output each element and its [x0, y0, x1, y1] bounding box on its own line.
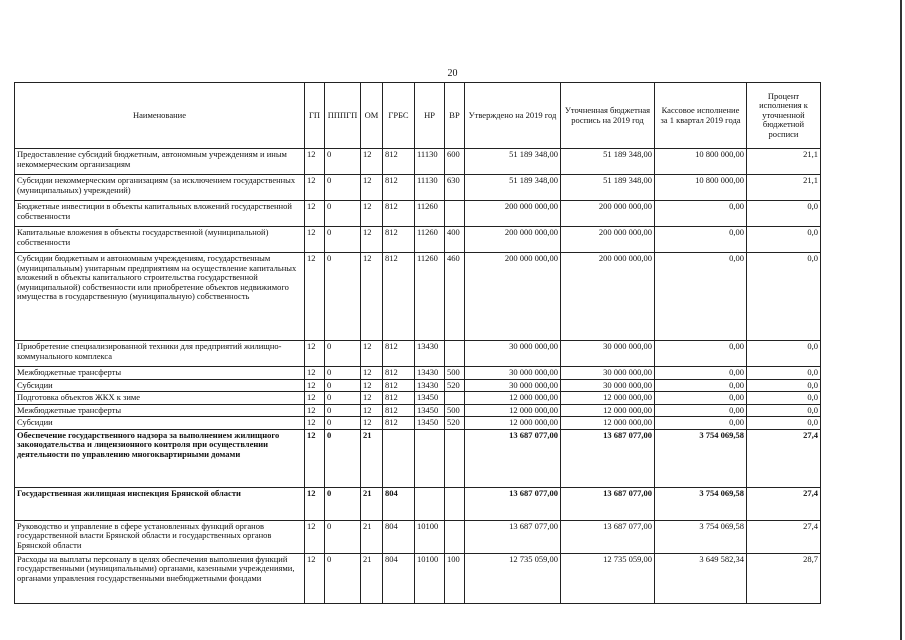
cell-nr: 10100: [415, 520, 445, 553]
cell-cash: 0,00: [655, 392, 747, 405]
cell-ppgp: 0: [325, 553, 361, 603]
cell-om: 12: [361, 367, 383, 380]
cell-cash: 0,00: [655, 227, 747, 253]
cell-name: Субсидии: [15, 417, 305, 430]
header-approved: Утверждено на 2019 год: [465, 83, 561, 149]
cell-ppgp: 0: [325, 520, 361, 553]
table-row: [15, 253, 821, 341]
cell-cash: 0,00: [655, 379, 747, 392]
cell-nr: 11130: [415, 149, 445, 175]
cell-om: 21: [361, 553, 383, 603]
cell-vr: 500: [445, 367, 465, 380]
cell-refined: 13 687 077,00: [561, 487, 655, 520]
cell-gp: 12: [305, 341, 325, 367]
cell-refined: 200 000 000,00: [561, 227, 655, 253]
cell-grbs: 812: [383, 149, 415, 175]
cell-om: 12: [361, 201, 383, 227]
cell-nr: [415, 487, 445, 520]
cell-vr: [445, 341, 465, 367]
cell-grbs: 812: [383, 392, 415, 405]
cell-nr: 10100: [415, 553, 445, 603]
cell-name: Бюджетные инвестиции в объекты капитальных вложений государственной собственности: [15, 201, 305, 227]
cell-vr: [445, 392, 465, 405]
cell-refined: 12 735 059,00: [561, 553, 655, 603]
cell-approved: 200 000 000,00: [465, 227, 561, 253]
cell-cash: 0,00: [655, 341, 747, 367]
cell-approved: 12 735 059,00: [465, 553, 561, 603]
cell-percent: 27,4: [747, 429, 821, 487]
cell-refined: 13 687 077,00: [561, 520, 655, 553]
cell-percent: 0,0: [747, 253, 821, 341]
cell-ppgp: 0: [325, 487, 361, 520]
cell-gp: 12: [305, 367, 325, 380]
cell-cash: 0,00: [655, 253, 747, 341]
cell-gp: 12: [305, 201, 325, 227]
header-om: ОМ: [361, 83, 383, 149]
cell-cash: 0,00: [655, 367, 747, 380]
cell-om: 12: [361, 417, 383, 430]
cell-nr: 11260: [415, 201, 445, 227]
cell-ppgp: 0: [325, 253, 361, 341]
cell-om: 21: [361, 429, 383, 487]
cell-nr: 13450: [415, 404, 445, 417]
cell-name: Капитальные вложения в объекты государственной (муниципальной) собственности: [15, 227, 305, 253]
table-row: [15, 149, 821, 175]
header-percent: Процент исполнения к уточненной бюджетной росписи: [747, 83, 821, 149]
cell-name: Субсидии некоммерческим организациям (за исключением государственных (муниципальных) учреждений): [15, 175, 305, 201]
table-row: [15, 520, 821, 553]
cell-name: Субсидии бюджетным и автономным учреждениям, государственным (муниципальным) унитарным предприятиям на осуществление капитальных вложений в объекты капитального строительства государственной (муниципальной) собственности или приобретение объектов недвижимого имущества в государственную (муниципальную) собственность: [15, 253, 305, 341]
cell-ppgp: 0: [325, 175, 361, 201]
cell-gp: 12: [305, 404, 325, 417]
cell-ppgp: 0: [325, 201, 361, 227]
cell-percent: 0,0: [747, 201, 821, 227]
cell-om: 12: [361, 253, 383, 341]
cell-ppgp: 0: [325, 227, 361, 253]
cell-approved: 12 000 000,00: [465, 417, 561, 430]
cell-refined: 30 000 000,00: [561, 379, 655, 392]
cell-ppgp: 0: [325, 429, 361, 487]
cell-ppgp: 0: [325, 392, 361, 405]
table-row: [15, 201, 821, 227]
cell-gp: 12: [305, 520, 325, 553]
cell-gp: 12: [305, 487, 325, 520]
cell-cash: 3 754 069,58: [655, 487, 747, 520]
cell-grbs: 804: [383, 553, 415, 603]
cell-name: Подготовка объектов ЖКХ к зиме: [15, 392, 305, 405]
header-ppgp: ПППГП: [325, 83, 361, 149]
cell-nr: 13430: [415, 367, 445, 380]
table-row: [15, 175, 821, 201]
header-nr: НР: [415, 83, 445, 149]
cell-percent: 0,0: [747, 417, 821, 430]
cell-refined: 51 189 348,00: [561, 175, 655, 201]
cell-name: Обеспечение государственного надзора за выполнением жилищного законодательства и лицензионного контроля при осуществлении деятельности по управлению многоквартирными домами: [15, 429, 305, 487]
cell-vr: [445, 487, 465, 520]
cell-vr: 520: [445, 379, 465, 392]
cell-cash: 3 754 069,58: [655, 429, 747, 487]
cell-approved: 30 000 000,00: [465, 379, 561, 392]
cell-percent: 27,4: [747, 520, 821, 553]
cell-grbs: 804: [383, 520, 415, 553]
table-row: [15, 341, 821, 367]
cell-vr: 600: [445, 149, 465, 175]
cell-nr: 13430: [415, 379, 445, 392]
table-body: [15, 149, 821, 604]
cell-percent: 0,0: [747, 227, 821, 253]
cell-name: Субсидии: [15, 379, 305, 392]
cell-grbs: 812: [383, 379, 415, 392]
cell-ppgp: 0: [325, 149, 361, 175]
cell-refined: 200 000 000,00: [561, 253, 655, 341]
cell-om: 12: [361, 149, 383, 175]
table-row: [15, 367, 821, 380]
cell-name: Государственная жилищная инспекция Брянской области: [15, 487, 305, 520]
cell-grbs: 812: [383, 253, 415, 341]
table-row: [15, 379, 821, 392]
cell-approved: 200 000 000,00: [465, 201, 561, 227]
header-grbs: ГРБС: [383, 83, 415, 149]
cell-vr: 460: [445, 253, 465, 341]
cell-ppgp: 0: [325, 404, 361, 417]
cell-grbs: 812: [383, 175, 415, 201]
cell-om: 21: [361, 520, 383, 553]
cell-refined: 200 000 000,00: [561, 201, 655, 227]
cell-gp: 12: [305, 379, 325, 392]
table-row: [15, 429, 821, 487]
cell-percent: 0,0: [747, 404, 821, 417]
cell-gp: 12: [305, 253, 325, 341]
header-cash: Кассовое исполнение за 1 квартал 2019 года: [655, 83, 747, 149]
cell-ppgp: 0: [325, 367, 361, 380]
cell-gp: 12: [305, 429, 325, 487]
cell-approved: 12 000 000,00: [465, 404, 561, 417]
cell-cash: 3 649 582,34: [655, 553, 747, 603]
table-row: [15, 417, 821, 430]
cell-vr: 520: [445, 417, 465, 430]
cell-om: 12: [361, 379, 383, 392]
cell-grbs: 812: [383, 417, 415, 430]
cell-name: Межбюджетные трансферты: [15, 404, 305, 417]
cell-refined: 12 000 000,00: [561, 404, 655, 417]
table-row: [15, 487, 821, 520]
cell-vr: [445, 201, 465, 227]
header-vr: ВР: [445, 83, 465, 149]
cell-approved: 51 189 348,00: [465, 175, 561, 201]
cell-approved: 30 000 000,00: [465, 341, 561, 367]
table-row: [15, 404, 821, 417]
cell-refined: 30 000 000,00: [561, 341, 655, 367]
cell-om: 12: [361, 175, 383, 201]
cell-vr: [445, 520, 465, 553]
cell-refined: 30 000 000,00: [561, 367, 655, 380]
cell-vr: 400: [445, 227, 465, 253]
table-row: [15, 392, 821, 405]
cell-ppgp: 0: [325, 417, 361, 430]
cell-name: Руководство и управление в сфере установленных функций органов государственной власти Брянской области и государственных органов Брянской области: [15, 520, 305, 553]
cell-cash: 3 754 069,58: [655, 520, 747, 553]
cell-percent: 27,4: [747, 487, 821, 520]
cell-grbs: 812: [383, 367, 415, 380]
cell-percent: 0,0: [747, 367, 821, 380]
cell-cash: 10 800 000,00: [655, 149, 747, 175]
cell-nr: 11260: [415, 253, 445, 341]
cell-om: 12: [361, 392, 383, 405]
cell-om: 12: [361, 404, 383, 417]
cell-approved: 13 687 077,00: [465, 429, 561, 487]
cell-percent: 21,1: [747, 175, 821, 201]
cell-percent: 0,0: [747, 392, 821, 405]
cell-percent: 28,7: [747, 553, 821, 603]
cell-ppgp: 0: [325, 379, 361, 392]
cell-grbs: 812: [383, 227, 415, 253]
header-gp: ГП: [305, 83, 325, 149]
cell-om: 12: [361, 227, 383, 253]
table-row: [15, 227, 821, 253]
cell-nr: 13450: [415, 417, 445, 430]
cell-approved: 200 000 000,00: [465, 253, 561, 341]
cell-approved: 13 687 077,00: [465, 520, 561, 553]
table-row: [15, 553, 821, 603]
cell-gp: 12: [305, 392, 325, 405]
cell-refined: 51 189 348,00: [561, 149, 655, 175]
cell-name: Предоставление субсидий бюджетным, автономным учреждениям и иным некоммерческим организациям: [15, 149, 305, 175]
cell-cash: 10 800 000,00: [655, 175, 747, 201]
cell-approved: 51 189 348,00: [465, 149, 561, 175]
header-name: Наименование: [15, 83, 305, 149]
budget-table: [14, 82, 821, 604]
cell-gp: 12: [305, 227, 325, 253]
cell-vr: 630: [445, 175, 465, 201]
cell-percent: 21,1: [747, 149, 821, 175]
cell-cash: 0,00: [655, 417, 747, 430]
cell-nr: [415, 429, 445, 487]
cell-vr: 100: [445, 553, 465, 603]
cell-grbs: 812: [383, 201, 415, 227]
cell-grbs: 812: [383, 341, 415, 367]
cell-percent: 0,0: [747, 379, 821, 392]
cell-grbs: 804: [383, 487, 415, 520]
cell-gp: 12: [305, 553, 325, 603]
cell-ppgp: 0: [325, 341, 361, 367]
page-edge-line: [900, 0, 902, 640]
cell-om: 12: [361, 341, 383, 367]
cell-nr: 13450: [415, 392, 445, 405]
cell-approved: 13 687 077,00: [465, 487, 561, 520]
cell-cash: 0,00: [655, 404, 747, 417]
header-refined: Уточненная бюджетная роспись на 2019 год: [561, 83, 655, 149]
cell-approved: 12 000 000,00: [465, 392, 561, 405]
cell-gp: 12: [305, 149, 325, 175]
cell-gp: 12: [305, 417, 325, 430]
cell-grbs: 812: [383, 404, 415, 417]
cell-vr: [445, 429, 465, 487]
cell-grbs: [383, 429, 415, 487]
cell-nr: 11130: [415, 175, 445, 201]
cell-nr: 11260: [415, 227, 445, 253]
cell-name: Расходы на выплаты персоналу в целях обеспечения выполнения функций государственными (муниципальными) органами, казенными учреждениями, органами управления государственными внебюджетными фондами: [15, 553, 305, 603]
cell-approved: 30 000 000,00: [465, 367, 561, 380]
cell-gp: 12: [305, 175, 325, 201]
cell-refined: 12 000 000,00: [561, 417, 655, 430]
cell-percent: 0,0: [747, 341, 821, 367]
header-row: [15, 83, 821, 149]
cell-refined: 13 687 077,00: [561, 429, 655, 487]
cell-name: Приобретение специализированной техники для предприятий жилищно-коммунального комплекса: [15, 341, 305, 367]
cell-om: 21: [361, 487, 383, 520]
cell-cash: 0,00: [655, 201, 747, 227]
cell-nr: 13430: [415, 341, 445, 367]
page-number: 20: [447, 68, 458, 79]
cell-refined: 12 000 000,00: [561, 392, 655, 405]
cell-name: Межбюджетные трансферты: [15, 367, 305, 380]
cell-vr: 500: [445, 404, 465, 417]
